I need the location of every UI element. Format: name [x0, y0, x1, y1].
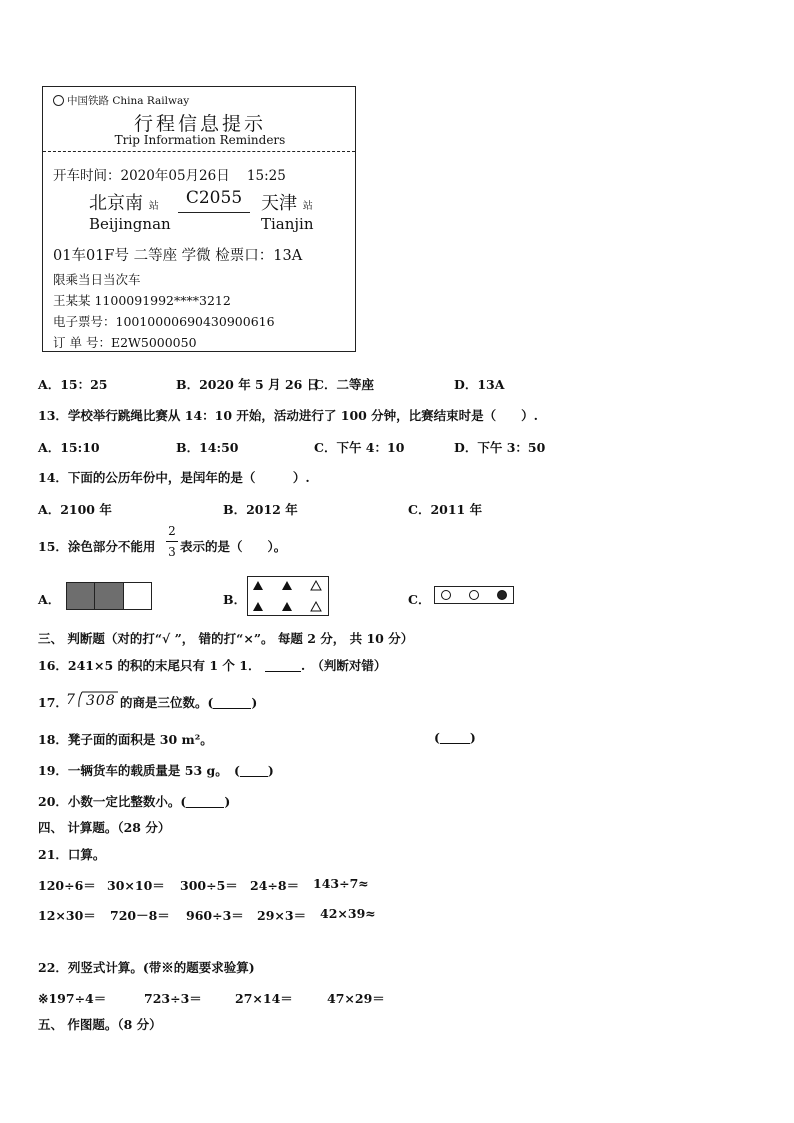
railway-header — [53, 93, 189, 108]
q15-option-b-label: B． — [223, 592, 247, 607]
answer-blank[interactable] — [213, 695, 251, 709]
ticket-line-4: 订 单 号：E2W5000050 — [53, 335, 197, 350]
ticket-line-3: 电子票号：10010000690430900616 — [53, 314, 275, 329]
to-station: 天津 站 — [261, 193, 313, 214]
q20-text: 20．小数一定比整数小。( ) — [38, 794, 231, 809]
train-ticket-image — [42, 86, 356, 352]
to-station-pinyin: Tianjin — [261, 215, 314, 233]
triangles-icon — [248, 577, 328, 615]
q12-option-b: B．2020 年 5 月 26 日 — [176, 377, 320, 392]
q21-title: 21．口算。 — [38, 847, 106, 862]
china-railway-logo-icon — [53, 95, 64, 106]
q16-text: 16．241×5 的积的末尾只有 1 个 1． . （判断对错） — [38, 658, 387, 673]
q21-row2-item5: 42×39≈ — [320, 906, 376, 921]
q14-option-b: B．2012 年 — [223, 502, 298, 517]
shaded-cell — [67, 583, 95, 609]
q14-text: 14．下面的公历年份中，是闰年的是（ ）. — [38, 470, 310, 485]
q12-option-a: A．15：25 — [38, 377, 108, 392]
section-4-heading: 四、 计算题。（28 分） — [38, 820, 171, 835]
circles-icon — [435, 587, 513, 603]
q22-item4: 47×29＝ — [327, 991, 385, 1006]
seat-line: 01车01F号 二等座 学微 检票口：13A — [53, 248, 303, 264]
departure-info: 开车时间：2020年05月26日 15:25 — [53, 168, 286, 184]
fraction-numerator: 2 — [168, 524, 176, 538]
from-station: 北京南 站 — [89, 193, 159, 214]
q21-row2-item3: 960÷3＝ — [186, 908, 244, 923]
answer-blank[interactable] — [265, 658, 301, 672]
shaded-cell — [95, 583, 123, 609]
q12-option-d: D．13A — [454, 377, 505, 392]
ticket-line-2: 王某某 1100091992****3212 — [53, 293, 231, 308]
q15-option-c-label: C． — [408, 592, 431, 607]
q21-row2-item4: 29×3＝ — [257, 908, 307, 923]
railway-text: 中国铁路 China Railway — [67, 95, 190, 107]
q15-text-prefix: 15．涂色部分不能用 — [38, 539, 156, 554]
q17-text: 17． — [38, 695, 68, 710]
q21-row2-item1: 12×30＝ — [38, 908, 96, 923]
q21-row1-item2: 30×10＝ — [107, 878, 165, 893]
q17-divisor: 7 — [66, 692, 75, 708]
train-number: C2055 — [185, 188, 243, 208]
q21-row1-item5: 143÷7≈ — [313, 876, 369, 891]
q21-row1-item4: 24÷8＝ — [250, 878, 300, 893]
option-c-circles-box — [434, 586, 514, 604]
q19-text: 19．一辆货车的载质量是 53 g。 ( ) — [38, 763, 274, 778]
fraction-denominator: 3 — [168, 545, 176, 559]
q22-title: 22．列竖式计算。(带※的题要求验算) — [38, 960, 255, 975]
option-b-triangles-box — [247, 576, 329, 616]
answer-blank[interactable] — [186, 794, 224, 808]
answer-blank[interactable] — [440, 730, 470, 744]
q13-option-a: A．15:10 — [38, 440, 100, 455]
dashed-divider — [43, 151, 355, 152]
q13-text: 13．学校举行跳绳比赛从 14：10 开始，活动进行了 100 分钟，比赛结束时是（ ）. — [38, 408, 539, 423]
q14-option-c: C．2011 年 — [408, 502, 483, 517]
blank-cell — [124, 583, 151, 609]
ticket-subtitle: Trip Information Reminders — [114, 133, 286, 147]
q22-item1: ※197÷4＝ — [38, 991, 107, 1006]
section-5-heading: 五、 作图题。（8 分） — [38, 1017, 162, 1032]
q21-row1-item3: 300÷5＝ — [180, 878, 238, 893]
q15-text-suffix: 表示的是（ ）。 — [180, 539, 287, 554]
q18-text: 18．凳子面的面积是 30 m²。 — [38, 732, 213, 747]
q12-option-c: C．二等座 — [314, 377, 374, 392]
ticket-line-1: 限乘当日当次车 — [53, 272, 141, 287]
ticket-title: 行程信息提示 — [133, 113, 266, 135]
section-3-heading: 三、 判断题（对的打“√ ”， 错的打“×”。 每题 2 分， 共 10 分） — [38, 631, 414, 646]
q13-option-c: C．下午 4：10 — [314, 440, 405, 455]
q17-dividend: 308 — [86, 693, 116, 709]
q13-option-b: B．14:50 — [176, 440, 239, 455]
option-a-shaded-rectangle — [66, 582, 152, 610]
q18-answer: ( ) — [434, 730, 476, 745]
train-arrow-line — [178, 212, 250, 213]
fraction-bar — [166, 541, 178, 542]
q21-row2-item2: 720－8＝ — [110, 908, 170, 923]
q13-option-d: D．下午 3：50 — [454, 440, 546, 455]
answer-blank[interactable] — [240, 763, 268, 777]
q22-item3: 27×14＝ — [235, 991, 293, 1006]
q21-row1-item1: 120÷6＝ — [38, 878, 96, 893]
q22-item2: 723÷3＝ — [144, 991, 202, 1006]
q14-option-a: A．2100 年 — [38, 502, 112, 517]
q15-option-a-label: A． — [38, 592, 61, 607]
q17-text-suffix: 的商是三位数。( ) — [120, 695, 258, 710]
from-station-pinyin: Beijingnan — [89, 215, 171, 233]
